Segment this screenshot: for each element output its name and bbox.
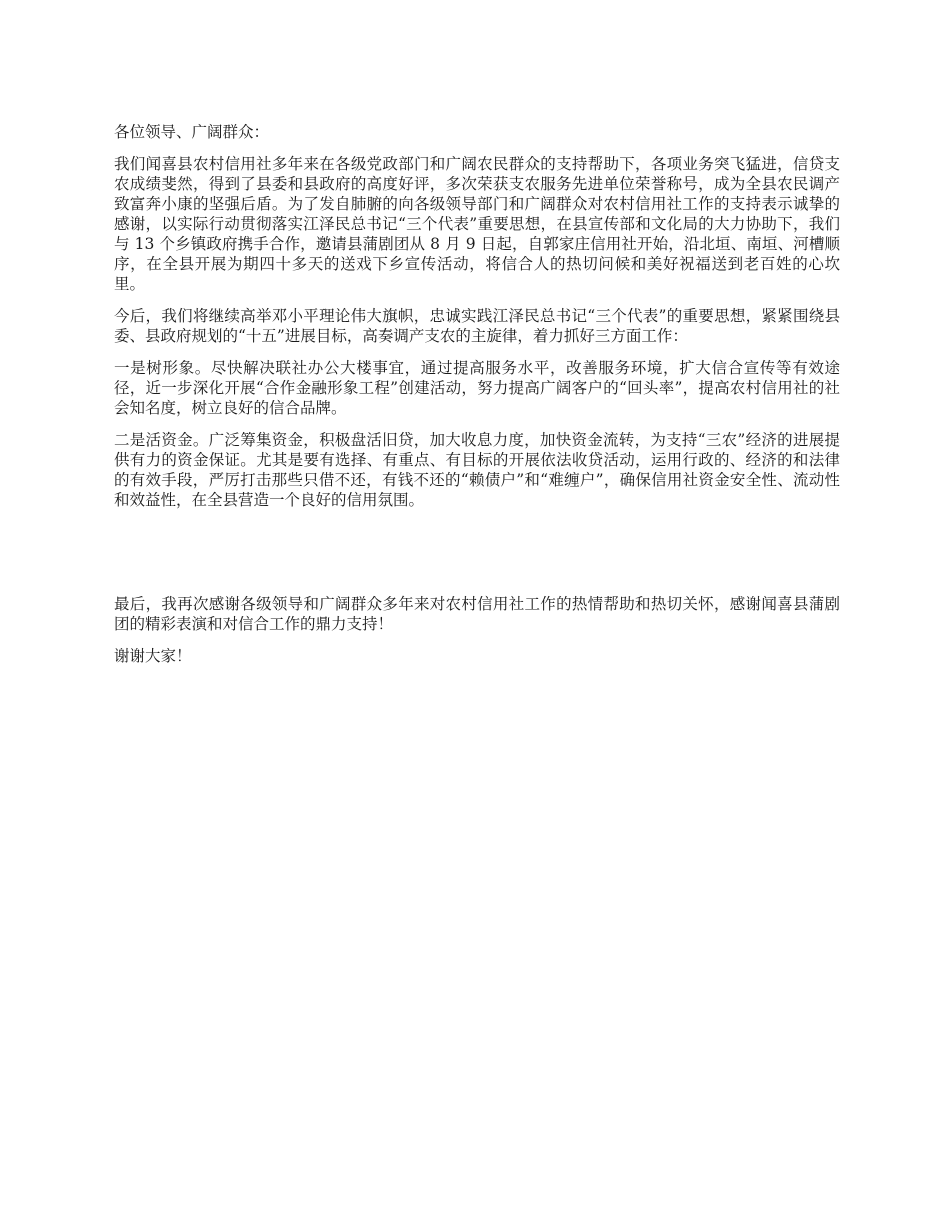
paragraph-closing: 最后，我再次感谢各级领导和广阔群众多年来对农村信用社工作的热情帮助和热切关怀，感谢闻喜县蒲剧团的精彩表演和对信合工作的鼎力支持！ bbox=[114, 595, 840, 633]
document-body bbox=[114, 122, 840, 678]
signoff: 谢谢大家！ bbox=[114, 647, 192, 665]
paragraph-image: 一是树形象。尽快解决联社办公大楼事宜，通过提高服务水平，改善服务环境，扩大信合宣传等有效途径，近一步深化开展“合作金融形象工程”创建活动，努力提高广阔客户的“回头率”，提高农村信用社的社会知名度，树立良好的信合品牌。 bbox=[114, 359, 840, 417]
paragraph-future: 今后，我们将继续高举邓小平理论伟大旗帜，忠诚实践江泽民总书记“三个代表”的重要思想，紧紧围绕县委、县政府规划的“十五”进展目标，高奏调产支农的主旋律，着力抓好三方面工作： bbox=[114, 307, 840, 345]
blank-gap bbox=[114, 522, 840, 594]
salutation: 各位领导、广阔群众： bbox=[114, 123, 270, 141]
paragraph-funds: 二是活资金。广泛筹集资金，积极盘活旧贷，加大收息力度，加快资金流转，为支持“三农”经济的进展提供有力的资金保证。尤其是要有选择、有重点、有目标的开展依法收贷活动，运用行政的、经济的和法律的有效手段，严厉打击那些只借不还，有钱不还的“赖债户”和“难缠户”，确保信用社资金安全性、流动性和效益性，在全县营造一个良好的信用氛围。 bbox=[114, 431, 840, 509]
paragraph-intro: 我们闻喜县农村信用社多年来在各级党政部门和广阔农民群众的支持帮助下，各项业务突飞猛进，信贷支农成绩斐然，得到了县委和县政府的高度好评，多次荣获支农服务先进单位荣誉称号，成为全县农民调产致富奔小康的坚强后盾。为了发自肺腑的向各级领导部门和广阔群众对农村信用社工作的支持表示诚挚的感谢，以实际行动贯彻落实江泽民总书记“三个代表”重要思想，在县宣传部和文化局的大力协助下，我们与 13 个乡镇政府携手合作，邀请县蒲剧团从 8 月 9 日起，自郭家庄信用社开始，沿北垣、南垣、河槽顺序，在全县开展为期四十多天的送戏下乡宣传活动，将信合人的热切问候和美好祝福送到老百姓的心坎里。 bbox=[114, 155, 840, 293]
